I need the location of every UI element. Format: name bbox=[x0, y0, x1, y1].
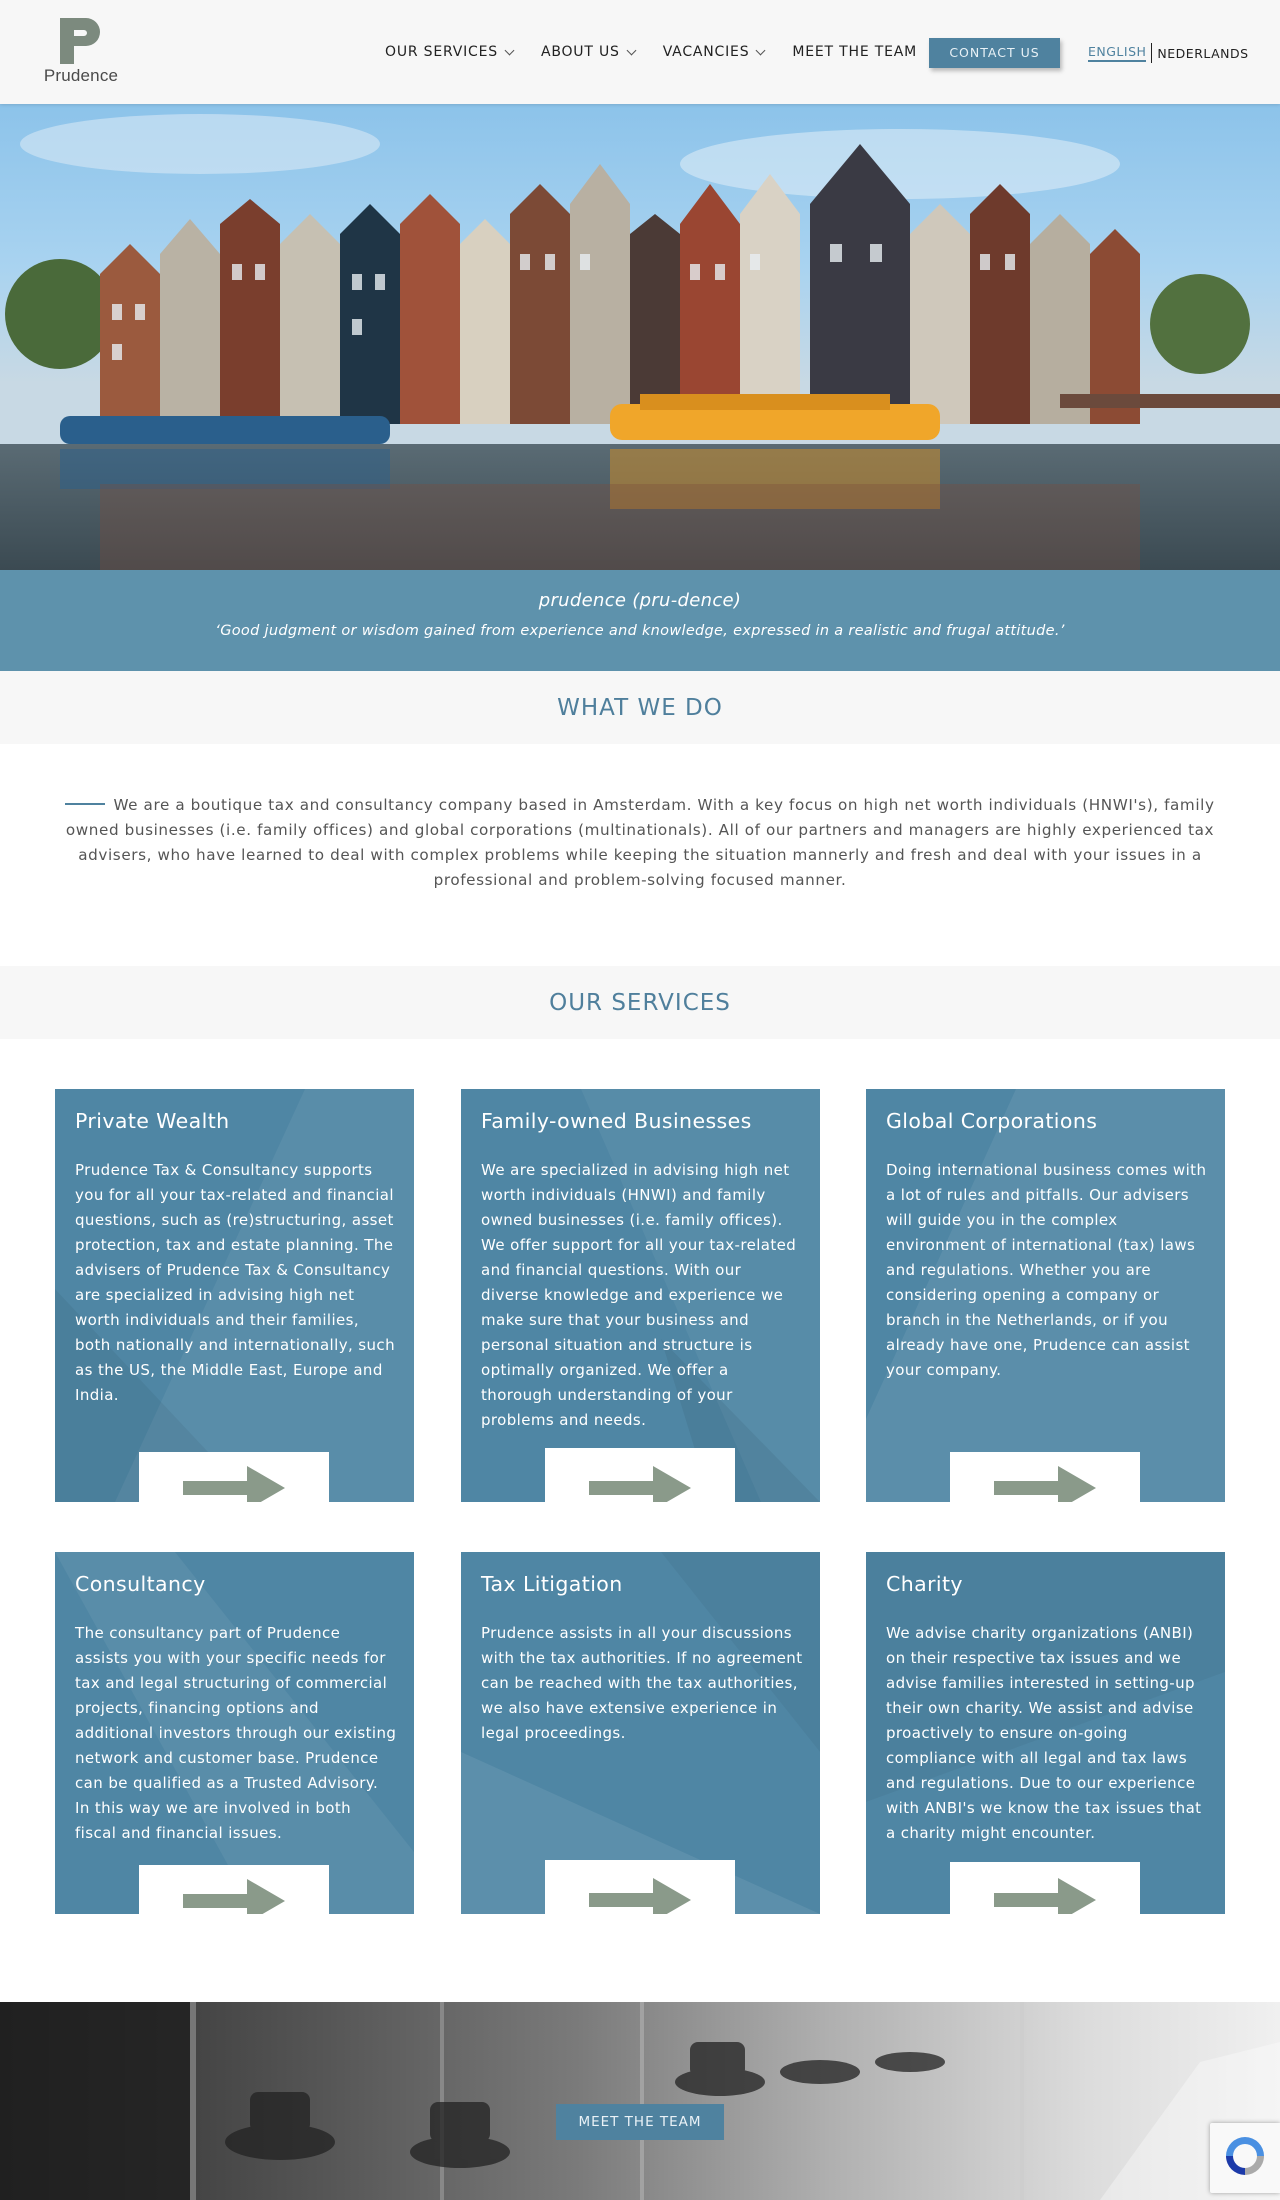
recaptcha-badge[interactable] bbox=[1210, 2123, 1280, 2193]
nav-label: MEET THE TEAM bbox=[792, 44, 917, 60]
what-we-do-header bbox=[0, 671, 1280, 744]
nav-about-us[interactable] bbox=[541, 44, 635, 60]
language-english[interactable]: ENGLISH bbox=[1088, 44, 1146, 62]
language-divider bbox=[1151, 43, 1152, 63]
card-title: Consultancy bbox=[75, 1572, 206, 1596]
card-text: Doing international business comes with a lot of rules and pitfalls. Our advisers will guide you in the complex environment of international (tax) laws and regulations. Whether you are considering opening a company or branch in the Netherlands, or if you already have one, Prudence can assist your company. bbox=[886, 1161, 1207, 1379]
amsterdam-canal-houses-image bbox=[0, 104, 1280, 570]
read-more-button[interactable] bbox=[139, 1865, 329, 1914]
what-we-do-title: WHAT WE DO bbox=[557, 695, 723, 721]
read-more-button[interactable] bbox=[545, 1448, 735, 1502]
arrow-right-icon bbox=[994, 1466, 1096, 1502]
our-services-title: OUR SERVICES bbox=[549, 990, 731, 1016]
card-title: Global Corporations bbox=[886, 1109, 1098, 1133]
office-chairs-image bbox=[0, 2002, 1280, 2200]
nav-vacancies[interactable] bbox=[663, 44, 765, 60]
chevron-down-icon bbox=[505, 45, 515, 55]
language-switcher bbox=[1088, 43, 1249, 63]
hero-image bbox=[0, 104, 1280, 570]
definition-title: prudence (pru-dence) bbox=[538, 590, 742, 611]
arrow-right-icon bbox=[994, 1878, 1096, 1914]
read-more-button[interactable] bbox=[950, 1862, 1140, 1914]
logo-p-icon bbox=[56, 16, 106, 66]
card-text: We are specialized in advising high net worth individuals (HNWI) and family owned businesses (i.e. family offices). We offer support for all your tax-related and financial questions. With our diverse knowledge and experience we make sure that your business and personal situation and structure is optimally organized. We offer a thorough understanding of your problems and needs. bbox=[481, 1161, 797, 1429]
language-dutch[interactable]: NEDERLANDS bbox=[1157, 45, 1249, 61]
recaptcha-icon bbox=[1222, 2133, 1268, 2179]
card-text: Prudence assists in all your discussions with the tax authorities. If no agreement can be reached with the tax authorities, we also have extensive experience in legal proceedings. bbox=[481, 1624, 803, 1742]
logo-text: Prudence bbox=[43, 66, 119, 85]
nav-label: OUR SERVICES bbox=[385, 44, 498, 60]
service-card-private-wealth[interactable] bbox=[55, 1089, 414, 1502]
arrow-right-icon bbox=[183, 1879, 285, 1914]
card-title: Tax Litigation bbox=[481, 1572, 623, 1596]
read-more-button[interactable] bbox=[545, 1860, 735, 1914]
nav-label: ABOUT US bbox=[540, 44, 620, 60]
card-title: Family-owned Businesses bbox=[481, 1109, 752, 1133]
service-card-charity[interactable] bbox=[866, 1552, 1225, 1914]
arrow-right-icon bbox=[589, 1878, 691, 1914]
what-we-do-text bbox=[56, 793, 1224, 893]
service-card-consultancy[interactable] bbox=[55, 1552, 414, 1914]
nav-label: VACANCIES bbox=[662, 44, 750, 60]
card-text: Prudence Tax & Consultancy supports you for all your tax-related and financial questions, such as (re)structuring, asset protection, tax and estate planning. The advisers of Prudence Tax & Consultancy are specialized in advising high net worth individuals and their families, both nationally and internationally, such as the US, the Middle East, Europe and India. bbox=[75, 1161, 395, 1404]
contact-us-button[interactable]: CONTACT US bbox=[929, 38, 1060, 68]
card-text: We advise charity organizations (ANBI) on their respective tax issues and we advise families interested in setting-up their own charity. We assist and advise proactively to ensure on-going compliance with all legal and tax laws and regulations. Due to our experience with ANBI's we know the tax issues that a charity might encounter. bbox=[886, 1624, 1202, 1842]
meet-the-team-button[interactable]: MEET THE TEAM bbox=[556, 2104, 724, 2140]
main-nav bbox=[385, 0, 945, 104]
service-card-global-corporations[interactable] bbox=[866, 1089, 1225, 1502]
service-card-tax-litigation[interactable] bbox=[461, 1552, 820, 1914]
service-card-family-owned-businesses[interactable] bbox=[461, 1089, 820, 1502]
definition-text: ‘Good judgment or wisdom gained from experience and knowledge, expressed in a realistic and frugal attitude.’ bbox=[215, 623, 1065, 639]
chevron-down-icon bbox=[626, 45, 636, 55]
our-services-header bbox=[0, 966, 1280, 1039]
intro-paragraph: We are a boutique tax and consultancy company based in Amsterdam. With a key focus on high net worth individuals (HNWI's), family owned businesses (i.e. family offices) and global corporations (multinationals). All of our partners and managers are highly experienced tax advisers, who have learned to deal with complex problems while keeping the situation mannerly and fresh and deal with your issues in a professional and problem-solving focused manner. bbox=[65, 796, 1215, 889]
definition-banner bbox=[0, 570, 1280, 671]
chevron-down-icon bbox=[756, 45, 766, 55]
accent-line bbox=[65, 803, 105, 805]
arrow-right-icon bbox=[183, 1466, 285, 1502]
nav-our-services[interactable] bbox=[385, 44, 513, 60]
card-title: Private Wealth bbox=[75, 1109, 230, 1133]
office-image-band bbox=[0, 2002, 1280, 2200]
read-more-button[interactable] bbox=[950, 1452, 1140, 1502]
card-text: The consultancy part of Prudence assists you with your specific needs for tax and legal structuring of commercial projects, financing options and additional investors through our existing network and customer base. Prudence can be qualified as a Trusted Advisory. In this way we are involved in both fiscal and financial issues. bbox=[75, 1624, 397, 1842]
card-title: Charity bbox=[886, 1572, 963, 1596]
nav-meet-the-team[interactable] bbox=[792, 44, 917, 60]
logo[interactable] bbox=[40, 16, 122, 86]
read-more-button[interactable] bbox=[139, 1452, 329, 1502]
arrow-right-icon bbox=[589, 1466, 691, 1502]
site-header bbox=[0, 0, 1280, 104]
